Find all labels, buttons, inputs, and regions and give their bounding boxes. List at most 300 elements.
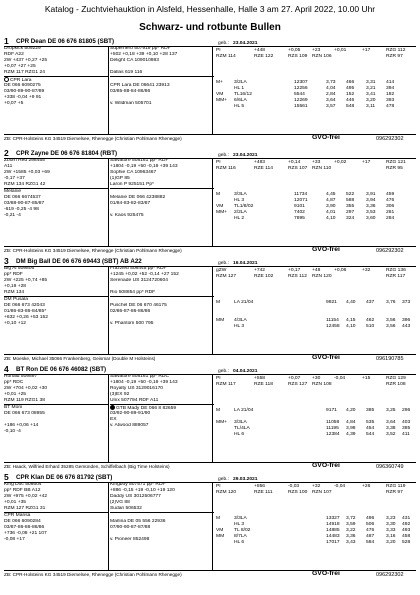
lactation-cell: 506 bbox=[366, 522, 375, 527]
lactation-cell: 3,31 bbox=[366, 80, 376, 85]
lactation-cell: 548 bbox=[346, 104, 355, 109]
lactation-cell: 355 bbox=[346, 204, 355, 209]
pedigree-text: RZM 134 RZG1 42 bbox=[4, 182, 46, 187]
bull-name: CPR Zayne DE 06 676 81804 (RBT) bbox=[16, 150, 118, 157]
lactation-cell: 12384 bbox=[326, 432, 340, 437]
lactation-table bbox=[216, 300, 414, 330]
breeding-values bbox=[216, 48, 414, 60]
entry-footer bbox=[4, 354, 416, 362]
breeding-value: RZN 107 bbox=[312, 490, 332, 495]
gvo-label: GVO-frei bbox=[312, 354, 340, 361]
lactation-cell: TL/4LA bbox=[234, 426, 250, 431]
pedigree bbox=[4, 46, 213, 134]
birth-date: 29.03.2021 bbox=[233, 477, 258, 482]
pedigree-line bbox=[110, 321, 214, 327]
pedigree-text: Unix 507794 RDF A11 bbox=[110, 398, 159, 403]
lactation-cell: 324 bbox=[346, 216, 355, 221]
lactation-cell: 495 bbox=[346, 86, 355, 91]
pedigree-text: EX bbox=[110, 417, 117, 422]
pedigree-text: 07/90-90-87-87/88 bbox=[110, 525, 151, 530]
lactation-cell: VM bbox=[216, 528, 224, 533]
breeding-value: +17 bbox=[362, 48, 371, 53]
pedigree-line bbox=[4, 101, 108, 107]
lactation-cell: 3,36 bbox=[346, 534, 356, 539]
lactation-cell: 3,30 bbox=[386, 522, 396, 527]
lactation-cell: 261 bbox=[386, 210, 395, 215]
pedigree-text: +186 +0,06 +14 bbox=[4, 423, 39, 428]
pedigree-text: 2W +975 +0,02 +42 bbox=[4, 494, 48, 499]
lactation-cell: HL 3 bbox=[234, 198, 245, 203]
breeding-value: +856 bbox=[254, 484, 266, 489]
pedigree-text: +0,01 +25 bbox=[4, 392, 27, 397]
pedigree-text: RZM 117 RZG1 24 bbox=[4, 70, 45, 75]
lactation-cell: VM bbox=[216, 204, 224, 209]
pedigree-text: GTB Mady DE 066 8 82659 bbox=[116, 405, 177, 411]
lactation-cell: 544 bbox=[366, 432, 375, 437]
pedigree-text: Delight CA 109010983 bbox=[110, 58, 159, 63]
pedigree-text: 2W +1585 +0,03 +69 bbox=[4, 170, 50, 175]
breeding-value: RZM 116 bbox=[216, 166, 236, 171]
pedigree bbox=[4, 374, 213, 462]
lactation-cell: MM bbox=[216, 534, 225, 539]
pedigree-text: 03/90-89-90-87/89 bbox=[4, 89, 45, 94]
pedigree-left bbox=[4, 374, 108, 462]
pedigree-left bbox=[4, 266, 108, 354]
lactation-cell: 11058 bbox=[326, 420, 340, 425]
breeding-value: RZR 97 bbox=[386, 54, 403, 59]
pedigree-text: +886 -0,15 +19 -0,10 +19 120 bbox=[110, 488, 175, 493]
lactation-cell: 394 bbox=[386, 86, 395, 91]
pedigree-text: Dallas 619 116 bbox=[110, 70, 143, 75]
breeding-value: RZR 108 bbox=[386, 382, 406, 387]
pedigree-text: (1)GP 85 bbox=[110, 176, 130, 181]
pedigree-right bbox=[108, 374, 214, 462]
lactation-cell: 11195 bbox=[326, 426, 339, 431]
lactation-cell: 4,45 bbox=[326, 192, 336, 197]
lactation-cell: 13327 bbox=[326, 516, 340, 521]
pedigree-text: pp* RDC bbox=[4, 380, 24, 385]
lactation-cell: 3,36 bbox=[366, 204, 376, 209]
pedigree-text: DE 066 673 08955 bbox=[4, 411, 45, 416]
lactation-row bbox=[216, 540, 414, 546]
breeding-value: +15 bbox=[362, 376, 371, 381]
pedigree-text: DE 066 6090275 bbox=[4, 83, 41, 88]
gvo-label: GVO-frei bbox=[312, 462, 340, 469]
breeding-value: RZS 100 bbox=[288, 490, 308, 495]
pedigree-text: -619 -0,25 -4 98 bbox=[4, 207, 39, 212]
breeding-value: +32 bbox=[362, 268, 371, 273]
lactation-table bbox=[216, 516, 414, 546]
lactation-cell: 15561 bbox=[294, 104, 308, 109]
breeding-value-row bbox=[216, 382, 414, 388]
pedigree-text: +0,01 +35 bbox=[4, 500, 27, 505]
lactation-row bbox=[216, 324, 414, 330]
lactation-cell: 466 bbox=[346, 80, 355, 85]
lactation-cell: 385 bbox=[366, 408, 375, 413]
pedigree-text: Zborn Red 298455 bbox=[4, 158, 45, 163]
pedigree-text: 01/86-83-86-84/85* bbox=[4, 309, 47, 314]
lactation-cell: 3/3LA bbox=[234, 192, 247, 197]
pedigree-text: Sudan 506532 bbox=[110, 506, 142, 511]
pedigree-line bbox=[4, 213, 108, 219]
lactation-cell: 3/3LA bbox=[234, 420, 247, 425]
pedigree-text: 03/88-90-87-85/87 bbox=[4, 201, 45, 206]
pedigree-text: v. Atwood 889057 bbox=[110, 423, 149, 428]
bull-name: DM Big Ball DE 06 676 69443 (SBT) AB A22 bbox=[16, 258, 142, 265]
pedigree-text: v. Wildman 505701 bbox=[110, 101, 152, 106]
pedigree-left bbox=[4, 158, 108, 246]
lactation-cell: 3,23 bbox=[386, 516, 396, 521]
gvo-label: GVO-frei bbox=[312, 134, 340, 141]
lactation-cell: 6/6LA bbox=[234, 98, 247, 103]
breeding-value: +0,14 bbox=[288, 160, 301, 165]
breeding-value: +30 bbox=[312, 376, 321, 381]
pedigree-text: +338 -0,04 +9 91 bbox=[4, 95, 42, 100]
pedigree-text: -0,21 -4 bbox=[4, 213, 21, 218]
pedigree-text: +502 +0,18 +39 +0,10 +28 137 bbox=[110, 52, 178, 57]
breeding-value: RZE 111 bbox=[254, 490, 273, 495]
lactation-cell: LA 21/04 bbox=[234, 408, 254, 413]
entry-number: 3 bbox=[4, 256, 9, 266]
lactation-cell: HL 3 bbox=[234, 522, 245, 527]
pedigree-right bbox=[108, 482, 214, 570]
pedigree-text: -0,17 +37 bbox=[4, 176, 25, 181]
pedigree-text: +0,19 +28 bbox=[4, 284, 27, 289]
breeding-value: RZE 102 bbox=[254, 274, 274, 279]
lactation-cell: 3,64 bbox=[326, 98, 336, 103]
lactation-cell: 3,98 bbox=[346, 426, 356, 431]
award-icon bbox=[4, 77, 9, 82]
pedigree-text: CPR Lara DE 06641 23913 bbox=[110, 83, 170, 88]
lactation-cell: HL 1 bbox=[234, 86, 245, 91]
entry-footer bbox=[4, 134, 416, 142]
lactation-cell: 3/3LA bbox=[234, 516, 247, 521]
lactation-cell: 478 bbox=[386, 104, 395, 109]
pedigree-text: DE 066 6674537 bbox=[4, 195, 41, 200]
lactation-cell: 4,10 bbox=[346, 324, 356, 329]
bull-entry bbox=[4, 150, 416, 254]
breeding-value: +558 bbox=[254, 376, 266, 381]
bull-name: CPR Dean DE 06 676 81805 (SBT) bbox=[16, 38, 115, 45]
pedigree-text: Puschel DE 06 670 46175 bbox=[110, 303, 167, 308]
birth-label: geb.: bbox=[218, 41, 229, 46]
pedigree-text: Ronald 509897 bbox=[4, 374, 38, 379]
bull-name: BT Ron DE 06 676 46082 (SBT) bbox=[16, 366, 107, 373]
lactation-cell: 3,53 bbox=[366, 210, 376, 215]
lactation-cell: 296 bbox=[402, 408, 411, 413]
pedigree-line bbox=[4, 537, 108, 543]
pedigree-text: Salvatore 508161 pp* RDC bbox=[110, 374, 169, 379]
lactation-cell: 12458 bbox=[326, 324, 340, 329]
lactation-cell: TL 8/02 bbox=[234, 528, 251, 533]
pedigree-text: v. Kaos 925475 bbox=[110, 213, 144, 218]
lactation-cell: 535 bbox=[366, 420, 375, 425]
lactation-table bbox=[216, 408, 414, 438]
lactation-cell: 414 bbox=[386, 80, 395, 85]
lactation-cell: 4,39 bbox=[346, 432, 356, 437]
lactation-cell: M bbox=[216, 516, 221, 521]
lactation-row bbox=[216, 216, 414, 222]
lactation-cell: 431 bbox=[402, 516, 411, 521]
lactation-cell: 373 bbox=[402, 300, 411, 305]
lactation-cell: 297 bbox=[346, 210, 355, 215]
pedigree-line bbox=[110, 213, 214, 219]
breeding-value: +0,17 bbox=[288, 268, 301, 273]
pedigree-right bbox=[108, 158, 214, 246]
lactation-cell: 446 bbox=[346, 98, 355, 103]
lactation-cell: 306 bbox=[386, 204, 395, 209]
lactation-cell: 2/2LA bbox=[234, 210, 247, 215]
ident-number: 096292302 bbox=[376, 136, 404, 142]
pedigree-text: Big Al 509806 bbox=[4, 266, 35, 271]
lactation-cell: 284 bbox=[386, 216, 395, 221]
breeding-value: RZM 114 bbox=[216, 54, 236, 59]
lactation-cell: 584 bbox=[366, 540, 375, 545]
birth-date: 16.04.2021 bbox=[233, 261, 258, 266]
lactation-cell: 3,90 bbox=[326, 204, 336, 209]
breeder-info: ZB: CPR-Holsteins KG 34519 Diemelsee, Rhenegge (Christian Pohlmann Rhenegge) bbox=[4, 248, 182, 253]
lactation-cell: 3,72 bbox=[346, 516, 356, 521]
lactation-cell: 3,22 bbox=[346, 528, 356, 533]
lactation-cell: HL 6 bbox=[234, 432, 245, 437]
pedigree-line bbox=[110, 101, 214, 107]
lactation-cell: 12269 bbox=[294, 98, 308, 103]
pedigree-text: Melanie DE 066 4238882 bbox=[110, 195, 166, 200]
birth-date: 23.04.2021 bbox=[233, 153, 258, 158]
breeding-value: RZS 109 bbox=[288, 54, 308, 59]
lactation-cell: 7895 bbox=[294, 216, 305, 221]
breeding-value: RZG 129 bbox=[386, 376, 406, 381]
breeding-value: +448 bbox=[254, 48, 266, 53]
lactation-cell: 476 bbox=[366, 528, 375, 533]
pedigree-text: Kingboy 507571 pp* RDF bbox=[110, 482, 166, 487]
pedigree-text: +736 -0,08 +21 107 bbox=[4, 531, 47, 536]
breeding-value: RZG 136 bbox=[386, 268, 406, 273]
pedigree-line bbox=[4, 321, 108, 327]
lactation-cell: M+ bbox=[216, 80, 223, 85]
lactation-cell: 510 bbox=[366, 324, 375, 329]
lactation-cell: HL 3 bbox=[234, 324, 245, 329]
breeding-value: RZN 110 bbox=[312, 166, 332, 171]
lactation-cell: 4,40 bbox=[346, 300, 356, 305]
lactation-cell: 4,15 bbox=[346, 318, 356, 323]
breeding-value: RZM 120 bbox=[216, 490, 237, 495]
pedigree-text: Serenade US 3124720604 bbox=[110, 278, 168, 283]
pedigree-text: +1804 -0,19 +50 -0,19 +39 143 bbox=[110, 380, 178, 385]
breeder-info: ZB: Moeske, Michael 35066 Frankenberg, Geismar (Double M Holsteins) bbox=[4, 356, 156, 361]
breeding-value-row bbox=[216, 274, 414, 280]
pedigree-text: Frazzled 508445 pp* RDF bbox=[110, 266, 167, 271]
lactation-cell: 3,91 bbox=[366, 192, 376, 197]
lactation-cell: LA 21/04 bbox=[234, 300, 254, 305]
pedigree-left bbox=[4, 482, 108, 570]
lactation-cell: 3/2LA bbox=[234, 80, 247, 85]
pedigree-text: +0,10 +12 bbox=[4, 321, 27, 326]
pedigree-text: CPR Marisa bbox=[4, 513, 31, 518]
breeding-value: RZE 114 bbox=[254, 166, 273, 171]
pedigree bbox=[4, 266, 213, 354]
pedigree-text: 2W +437 +0,27 +25 bbox=[4, 58, 48, 63]
gvo-label: GVO-frei bbox=[312, 246, 340, 253]
pedigree-text: Superhero 507919 pp* RDF bbox=[110, 46, 171, 51]
pedigree-text: (3)EX 92 bbox=[110, 392, 130, 397]
ident-number: 096190785 bbox=[376, 356, 404, 362]
lactation-cell: 3,76 bbox=[386, 300, 396, 305]
breeding-value: PI bbox=[216, 160, 221, 165]
breeding-value: +26 bbox=[362, 484, 371, 489]
lactation-cell: 4/3LA bbox=[234, 318, 247, 323]
lactation-cell: 11734 bbox=[294, 192, 308, 197]
lactation-cell: 458 bbox=[402, 534, 411, 539]
birth-date: 23.04.2021 bbox=[233, 41, 258, 46]
lactation-cell: 17017 bbox=[326, 540, 340, 545]
breeding-value: RZM 117 bbox=[216, 382, 236, 387]
breeding-value: RZR 95 bbox=[386, 166, 403, 171]
breeding-value: PI bbox=[216, 48, 221, 53]
ident-number: 096292302 bbox=[376, 248, 404, 254]
lactation-cell: 522 bbox=[346, 192, 355, 197]
entry-footer bbox=[4, 570, 416, 578]
lactation-cell: 12307 bbox=[294, 80, 308, 85]
bull-entry bbox=[4, 38, 416, 142]
entry-footer bbox=[4, 246, 416, 254]
lactation-cell: 3,16 bbox=[386, 534, 396, 539]
lactation-cell: 4,04 bbox=[326, 86, 336, 91]
lactation-cell: 3,20 bbox=[366, 98, 376, 103]
lactation-cell: 403 bbox=[402, 420, 411, 425]
lactation-cell: HL 6 bbox=[234, 540, 245, 545]
lactation-cell: 9101 bbox=[294, 204, 305, 209]
pedigree-text: Daddy US 3012506777 bbox=[110, 494, 161, 499]
pedigree-text: +1804 -0,19 +50 -0,19 +39 143 bbox=[110, 164, 178, 169]
entry-number: 4 bbox=[4, 364, 9, 374]
pedigree-text: CPR Lara bbox=[10, 77, 32, 83]
entry-number: 1 bbox=[4, 36, 9, 46]
pedigree bbox=[4, 158, 213, 246]
pedigree-text: v. Pioneer 852498 bbox=[110, 537, 150, 542]
breeding-value: RZG 112 bbox=[386, 48, 406, 53]
lactation-cell: M bbox=[216, 408, 221, 413]
lactation-cell: 3,21 bbox=[366, 86, 376, 91]
breeding-value: +0,05 bbox=[288, 48, 301, 53]
lactation-cell: 459 bbox=[386, 192, 395, 197]
birth-label: geb.: bbox=[218, 477, 229, 482]
birth-date: 04.04.2021 bbox=[233, 369, 258, 374]
ident-number: 096292302 bbox=[376, 572, 404, 578]
lactation-cell: HL 2 bbox=[234, 216, 245, 221]
lactation-cell: 3,52 bbox=[386, 432, 396, 437]
entry-footer bbox=[4, 462, 416, 470]
breeding-value: +0,07 bbox=[288, 376, 301, 381]
breeding-value: +0,06 bbox=[334, 268, 347, 273]
lactation-cell: 12071 bbox=[294, 198, 308, 203]
bull-name: CPR Klan DE 06 676 81792 (SBT) bbox=[16, 474, 113, 481]
pedigree-left bbox=[4, 46, 108, 134]
lactation-cell: 492 bbox=[402, 522, 411, 527]
lactation-cell: 4,84 bbox=[346, 420, 356, 425]
breeding-value: +0,02 bbox=[334, 160, 347, 165]
lactation-cell: 3,73 bbox=[326, 80, 336, 85]
lactation-cell: 3,56 bbox=[386, 318, 396, 323]
lactation-cell: 393 bbox=[386, 98, 395, 103]
award-icon bbox=[110, 405, 115, 410]
pedigree-text: +632 +0,26 +53 152 bbox=[4, 315, 48, 320]
lactation-cell: MM+ bbox=[216, 210, 228, 215]
breeding-values bbox=[216, 376, 414, 388]
breeding-value: RZS 127 bbox=[288, 382, 308, 387]
pedigree-text: DE 066 673 42043 bbox=[4, 303, 45, 308]
pedigree-text: Sophie CA 10963467 bbox=[110, 170, 157, 175]
lactation-cell: 3,11 bbox=[366, 104, 376, 109]
lactation-cell: 476 bbox=[386, 198, 395, 203]
lactation-cell: 152 bbox=[346, 92, 355, 97]
pedigree-text: Rio 508854 pp* RDF bbox=[110, 290, 156, 295]
bull-entry bbox=[4, 366, 416, 470]
lactation-cell: 5544 bbox=[294, 92, 305, 97]
pedigree-text: 02/86-87-86-86/86 bbox=[110, 309, 151, 314]
breeding-value: RZS 107 bbox=[288, 166, 308, 171]
bull-entry bbox=[4, 474, 416, 578]
lactation-cell: 3,64 bbox=[386, 420, 396, 425]
breeding-value: -0,04 bbox=[334, 376, 346, 381]
breeding-value: +742 bbox=[254, 268, 266, 273]
lactation-row bbox=[216, 432, 414, 438]
breeding-values bbox=[216, 268, 414, 280]
bull-entry bbox=[4, 258, 416, 362]
lactation-cell: 396 bbox=[402, 318, 411, 323]
breeding-value: +23 bbox=[312, 48, 321, 53]
lactation-cell: 3,57 bbox=[326, 104, 336, 109]
breeding-value: RZE 122 bbox=[254, 54, 274, 59]
pedigree bbox=[4, 482, 213, 570]
lactation-cell: MM+ bbox=[216, 420, 228, 425]
pedigree-text: RDF A22 bbox=[4, 52, 24, 57]
lactation-cell: 4,20 bbox=[346, 408, 356, 413]
lactation-cell: M bbox=[216, 192, 221, 197]
gvo-label: GVO-frei bbox=[312, 570, 340, 577]
breeding-value: RZM 127 bbox=[216, 274, 237, 279]
birth-label: geb.: bbox=[218, 153, 229, 158]
breeding-values bbox=[216, 160, 414, 172]
lactation-cell: 3,41 bbox=[366, 92, 376, 97]
lactation-cell: 8/7LA bbox=[234, 534, 247, 539]
lactation-cell: 4,87 bbox=[326, 198, 336, 203]
lactation-table bbox=[216, 80, 414, 110]
breeding-value-row bbox=[216, 490, 414, 496]
pedigree-text: +1245 +0,02 +52 -0,14 +27 152 bbox=[110, 272, 179, 277]
breeding-value: RZE 118 bbox=[254, 382, 273, 387]
pedigree-text: Marlina DE 05 556 22936 bbox=[110, 519, 166, 524]
birth-label: geb.: bbox=[218, 369, 229, 374]
lactation-cell: 182 bbox=[386, 92, 395, 97]
breeding-values bbox=[216, 484, 414, 496]
pedigree-text: Salvatore 508161 pp* RDF bbox=[110, 158, 169, 163]
pedigree-text: King Doc 508604 bbox=[4, 482, 42, 487]
pedigree-text: RZM 119 RZG1 38 bbox=[4, 398, 45, 403]
breeding-value: +32 bbox=[312, 484, 321, 489]
breeding-value: -0,03 bbox=[288, 484, 300, 489]
breeder-info: ZB: Haack, Wilfried Erhard 35285 Gemünden, Schiffelbach (Big Time Holsteins) bbox=[4, 464, 170, 469]
pedigree-right bbox=[108, 46, 214, 134]
pedigree-text: 01/84-83-82-83/87 bbox=[110, 201, 151, 206]
breeding-value: RZR 97 bbox=[386, 490, 403, 495]
lactation-cell: 14918 bbox=[326, 522, 340, 527]
pedigree-text: DE 066 6090284 bbox=[4, 519, 41, 524]
breeding-value: RZS 112 bbox=[288, 274, 307, 279]
pedigree-text: BT Moni bbox=[4, 405, 23, 410]
lactation-cell: 493 bbox=[402, 528, 411, 533]
pedigree-right bbox=[108, 266, 214, 354]
